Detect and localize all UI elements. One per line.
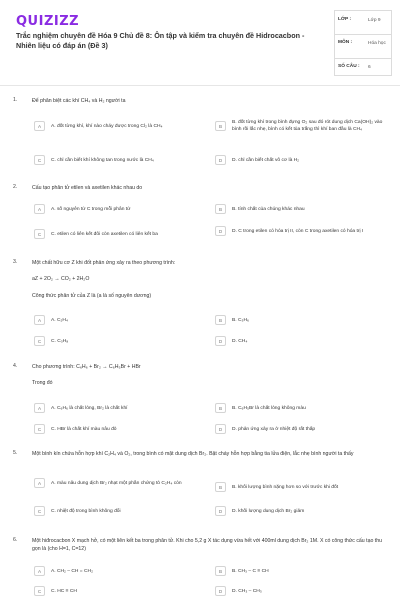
question-number: 3. xyxy=(13,259,18,265)
option-letter-badge: C xyxy=(34,586,45,596)
option-b[interactable] xyxy=(215,482,391,492)
quizizz-logo: QUIZIZZ xyxy=(16,14,80,29)
option-text: A. CH₂ – CH = CH₂ xyxy=(51,568,93,574)
option-text: D. CH₃ – CH₃ xyxy=(232,588,262,594)
option-letter-badge: A xyxy=(34,315,45,325)
option-d[interactable] xyxy=(215,336,391,346)
option-c[interactable] xyxy=(34,229,212,239)
class-value: Lớp 9 xyxy=(368,18,381,23)
meta-table xyxy=(334,10,392,76)
option-letter-badge: B xyxy=(215,315,226,325)
option-letter-badge: D xyxy=(215,586,226,596)
subject-value: Hóa học xyxy=(368,41,386,46)
option-b[interactable] xyxy=(215,119,391,133)
option-letter-badge: A xyxy=(34,204,45,214)
option-text: B. tính chất của chúng khác nhau xyxy=(232,206,305,212)
option-letter-badge: C xyxy=(34,155,45,165)
option-b[interactable] xyxy=(215,315,391,325)
option-text: C. HC ≡ CH xyxy=(51,588,77,594)
question-number: 2. xyxy=(13,184,18,190)
option-d[interactable] xyxy=(215,586,391,596)
option-text: D. chỉ cần biết chất vô cơ là H₂ xyxy=(232,157,300,163)
question-text: Một chất hữu cơ Z khi đốt phản ứng xảy ra theo phương trình: xyxy=(32,260,176,266)
option-text: B. khối lượng bình nặng hơn so với trước khi đốt xyxy=(232,484,339,490)
option-text: C. nhiệt độ trong bình không đổi xyxy=(51,508,121,514)
question-text: Một bình kín chứa hỗn hợp khí C₂H₄ và O₂, trong bình có mặt dung dịch Br₂. Bật cháy hỗn hợp bằng tia lửa điện, lắc nhẹ bình người ta thấy xyxy=(32,451,354,457)
class-label: LỚP : xyxy=(338,17,352,22)
option-text: D. CH₄ xyxy=(232,338,248,344)
option-c[interactable] xyxy=(34,155,212,165)
option-text: C. etilen có liên kết đôi còn axetilen có liên kết ba xyxy=(51,231,158,237)
option-text: A. đốt từng khí, khí nào cháy được trong Cl₂ là CH₄ xyxy=(51,123,163,129)
option-letter-badge: A xyxy=(34,403,45,413)
equation-line: aZ + 2O₂ → CO₂ + 2H₂O xyxy=(32,276,90,282)
question-text: Cho phương trình: C₆H₆ + Br₂ → C₆H₅Br + HBr xyxy=(32,364,141,370)
option-letter-badge: B xyxy=(215,403,226,413)
option-d[interactable] xyxy=(215,424,391,434)
option-a[interactable] xyxy=(34,566,212,576)
option-letter-badge: B xyxy=(215,482,226,492)
document-title: Trắc nghiệm chuyên đề Hóa 9 Chủ đề 8: Ôn tập và kiểm tra chuyên đề Hidrocacbon - Nhiên liệu có đáp án (Đề 3) xyxy=(16,31,305,50)
option-text: B. CH₃ – C ≡ CH xyxy=(232,568,269,574)
question-subtext: Trong đó xyxy=(32,380,53,386)
option-letter-badge: B xyxy=(215,566,226,576)
question-number: 6. xyxy=(13,537,18,543)
option-letter-badge: D xyxy=(215,424,226,434)
option-text: B. đốt từng khí trong bình đựng O₂ sau đó rót dung dịch Ca(OH)₂ vào bình rồi lắc nhẹ, bình có kết tủa trắng thì khí ban đầu là CH₄ xyxy=(232,120,383,132)
option-letter-badge: A xyxy=(34,566,45,576)
meta-row-class xyxy=(335,11,391,35)
question-text: Cấu tạo phân tử etilen và axetilen khác nhau do xyxy=(32,185,143,191)
option-letter-badge: D xyxy=(215,506,226,516)
option-d[interactable] xyxy=(215,506,391,516)
meta-row-count xyxy=(335,59,391,75)
question-number: 4. xyxy=(13,363,18,369)
option-a[interactable] xyxy=(34,121,212,131)
option-d[interactable] xyxy=(215,155,391,165)
question-number: 1. xyxy=(13,97,18,103)
option-b[interactable] xyxy=(215,403,391,413)
option-text: A. C₆H₆ là chất lỏng, Br₂ là chất khí xyxy=(51,405,128,411)
option-text: D. C trong etilen có hóa trị II, còn C trong axetilen có hóa trị I xyxy=(232,228,364,234)
question-text: Một hiđrocacbon X mạch hở, có một liên kết ba trong phân tử. Khi cho 5,2 g X tác dụng vừa hết với 400ml dung dịch Br₂ 1M. X có công thức cấu tạo thu gọn là (cho H=1, C=12) xyxy=(32,538,382,552)
option-letter-badge: D xyxy=(215,226,226,236)
meta-row-subject xyxy=(335,35,391,59)
option-a[interactable] xyxy=(34,204,212,214)
option-c[interactable] xyxy=(34,586,212,596)
option-b[interactable] xyxy=(215,566,391,576)
option-text: D. phản ứng xảy ra ở nhiệt độ rất thấp xyxy=(232,426,316,432)
option-c[interactable] xyxy=(34,424,212,434)
option-a[interactable] xyxy=(34,403,212,413)
option-text: C. chỉ cần biết khí không tan trong nước là CH₄ xyxy=(51,157,154,163)
option-text: A. số nguyên tử C trong mỗi phân tử xyxy=(51,206,131,212)
option-c[interactable] xyxy=(34,336,212,346)
count-value: 6 xyxy=(368,65,371,70)
option-text: B. C₆H₅Br là chất lỏng không màu xyxy=(232,405,306,411)
subject-label: MÔN : xyxy=(338,40,353,45)
option-text: A. màu nâu dung dịch Br₂ nhạt một phần chứng tỏ C₂H₄ còn xyxy=(51,480,182,486)
count-label: SỐ CÂU : xyxy=(338,64,360,69)
option-d[interactable] xyxy=(215,226,391,236)
option-letter-badge: B xyxy=(215,204,226,214)
option-b[interactable] xyxy=(215,204,391,214)
option-letter-badge: A xyxy=(34,478,45,488)
option-letter-badge: D xyxy=(215,336,226,346)
option-letter-badge: A xyxy=(34,121,45,131)
question-subtext: Công thức phân tử của Z là (a là số nguyên dương) xyxy=(32,293,152,299)
document-header xyxy=(0,0,400,86)
option-text: C. C₃H₈ xyxy=(51,338,69,344)
option-letter-badge: C xyxy=(34,424,45,434)
option-text: A. C₂H₄ xyxy=(51,317,68,323)
option-c[interactable] xyxy=(34,506,212,516)
option-a[interactable] xyxy=(34,315,212,325)
option-letter-badge: C xyxy=(34,336,45,346)
option-letter-badge: B xyxy=(215,121,226,131)
option-letter-badge: C xyxy=(34,506,45,516)
option-a[interactable] xyxy=(34,478,212,488)
option-letter-badge: C xyxy=(34,229,45,239)
question-text: Để phân biệt các khí CH₄ và H₂ người ta xyxy=(32,98,126,104)
option-text: D. khối lượng dung dịch Br₂ giảm xyxy=(232,508,305,514)
option-letter-badge: D xyxy=(215,155,226,165)
question-number: 5. xyxy=(13,450,18,456)
option-text: B. C₃H₆ xyxy=(232,317,250,323)
option-text: C. HBr là chất khí màu nâu đỏ xyxy=(51,426,117,432)
